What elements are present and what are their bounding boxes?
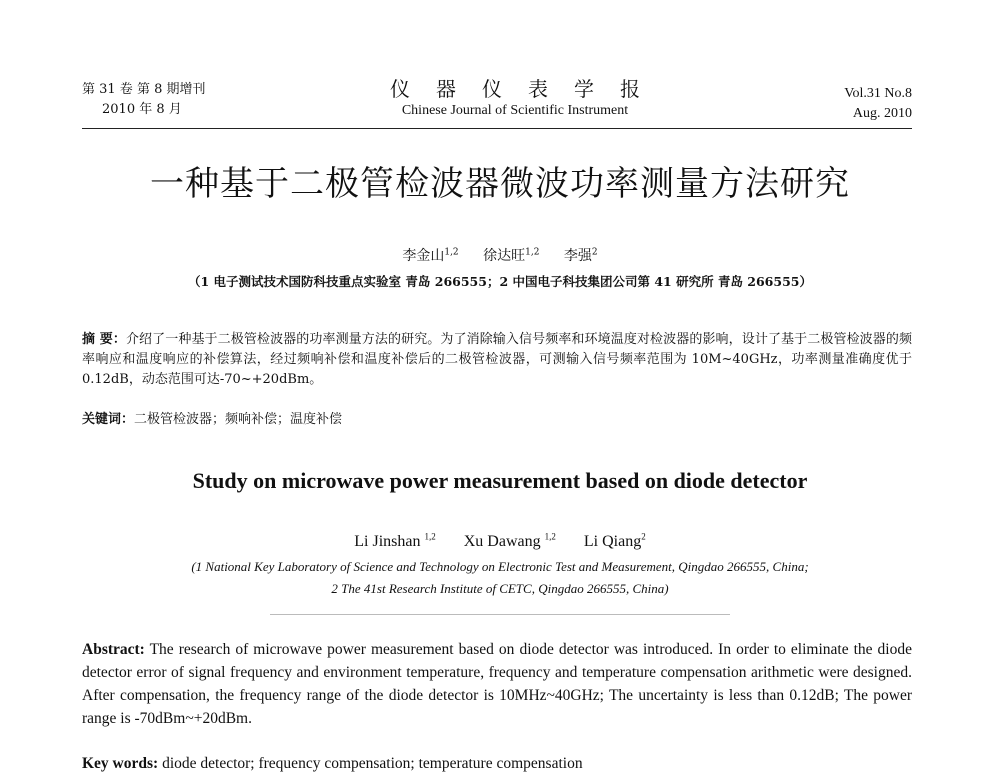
journal-name <box>360 76 670 120</box>
volume-issue-en: Vol.31 No.8 <box>844 86 912 101</box>
abstract-cn-text: 介绍了一种基于二极管检波器的功率测量方法的研究。为了消除输入信号频率和环境温度对检波器的影响，设计了基于二极管检波器的频率响应和温度响应的补偿算法，经过频响补偿和温度补偿后的二极管检波器，可测输入信号频率范围为 10M~40GHz，功率测量准确度优于 0.12dB，动态范围可达-70~+20dBm。 <box>82 332 912 387</box>
keywords-en-text: diode detector; frequency compensation; temperature compensation <box>158 755 583 772</box>
affiliation-en-line1: (1 National Key Laboratory of Science and Technology on Electronic Test and Measurement, Qingdao 266555, China; <box>191 559 809 574</box>
authors-cn <box>0 242 1000 266</box>
keywords-cn <box>82 410 912 430</box>
author-en: Li Jinshan $^{1,2}$ <box>354 532 436 551</box>
journal-name-cn: 仪器仪表学报 <box>390 77 666 101</box>
affiliation-en <box>0 556 1000 600</box>
affiliation-en-line2: 2 The 41st Research Institute of CETC, Qingdao 266555, China) <box>331 581 669 596</box>
author-en: Xu Dawang $^{1,2}$ <box>463 532 556 551</box>
paper-title-en: Study on microwave power measurement based on diode detector <box>192 468 808 493</box>
authors-en <box>0 526 1000 553</box>
abstract-cn-label: 摘 要： <box>82 332 126 347</box>
author-cn: 徐达旺$^{1,2}$ <box>483 247 540 264</box>
abstract-en <box>82 638 912 730</box>
abstract-cn <box>82 330 912 390</box>
author-cn: 李金山$^{1,2}$ <box>402 247 459 264</box>
affiliation-cn: （1 电子测试技术国防科技重点实验室 青岛 266555；2 中国电子科技集团公司第 41 研究所 青岛 266555） <box>188 274 812 289</box>
journal-volume-info-en <box>772 84 912 124</box>
journal-name-en: Chinese Journal of Scientific Instrument <box>401 103 629 118</box>
abstract-en-text: The research of microwave power measurement based on diode detector was introduced. In order to eliminate the diode detector error of signal frequency and environment temperature, frequency and temperature compensation arithmetic were designed. After compensation, the frequency range of the diode detector is 10MHz~40GHz; The uncertainty is less than 0.12dB; The power range is -70dBm~+20dBm. <box>82 641 912 727</box>
publication-date: 2010 年 8 月 <box>102 102 182 117</box>
abstract-en-label: Abstract: <box>82 641 145 658</box>
section-divider <box>270 614 730 615</box>
keywords-en-label: Key words: <box>82 755 159 772</box>
author-cn: 李强$^2$ <box>563 247 598 264</box>
keywords-en <box>82 752 912 775</box>
volume-issue: 第 31 卷 第 8 期增刊 <box>82 82 206 97</box>
publication-date-en: Aug. 2010 <box>852 106 912 121</box>
header-rule <box>82 128 912 129</box>
paper-title-cn: 一种基于二极管检波器微波功率测量方法研究 <box>150 164 850 204</box>
keywords-cn-label: 关键词： <box>82 412 135 427</box>
keywords-cn-text: 二极管检波器；频响补偿；温度补偿 <box>134 412 343 427</box>
author-en: Li Qiang$^2$ <box>583 532 646 551</box>
journal-volume-info <box>82 80 242 120</box>
